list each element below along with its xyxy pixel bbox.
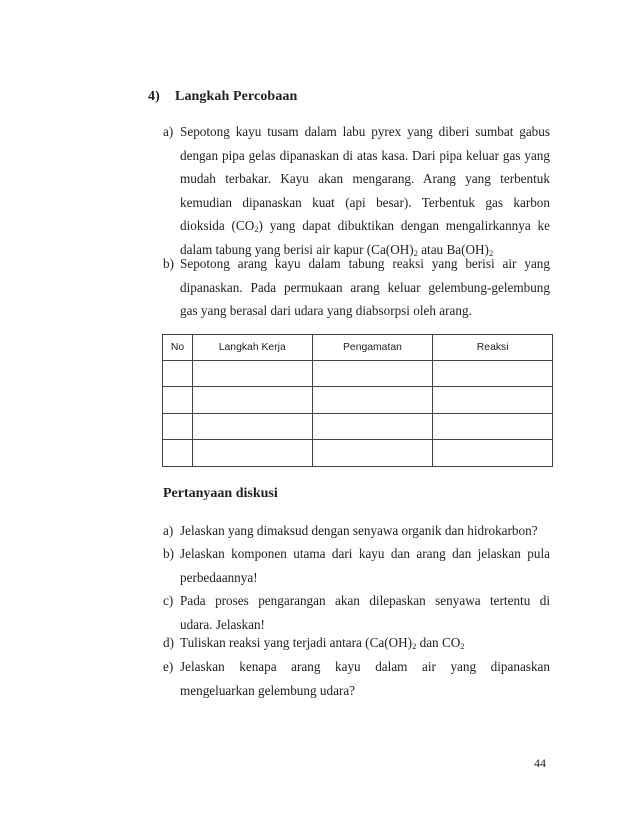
table-cell bbox=[433, 413, 553, 439]
table-cell bbox=[433, 387, 553, 413]
question-a bbox=[163, 519, 550, 543]
discussion-heading: Pertanyaan diskusi bbox=[163, 486, 278, 501]
table-row bbox=[163, 361, 553, 387]
question-label: a) bbox=[163, 523, 174, 538]
step-line-caoh2: dalam tabung yang berisi air kapur ($Ca(OH)_2$ atau $Ba(OH)_2$ bbox=[180, 241, 494, 258]
table-cell bbox=[163, 413, 193, 439]
table-row bbox=[163, 440, 553, 466]
question-e bbox=[163, 655, 550, 702]
step-label: a) bbox=[163, 124, 174, 139]
table-cell bbox=[163, 387, 193, 413]
section-number: 4) bbox=[148, 89, 160, 104]
step-line: dipanaskan. Pada permukaan arang keluar gelembung-gelembung bbox=[180, 279, 550, 295]
step-line: gas yang berasal dari udara yang diabsorpsi oleh arang. bbox=[180, 303, 472, 319]
question-label: c) bbox=[163, 593, 174, 608]
table-cell bbox=[192, 440, 312, 466]
table-cell bbox=[192, 361, 312, 387]
col-header-pengamatan: Pengamatan bbox=[312, 335, 433, 361]
table-cell bbox=[312, 440, 433, 466]
question-b bbox=[163, 542, 550, 589]
step-a bbox=[163, 120, 550, 262]
question-label: e) bbox=[163, 659, 174, 674]
section-heading bbox=[148, 89, 297, 105]
step-label: b) bbox=[163, 256, 174, 271]
page-number: 44 bbox=[534, 756, 546, 770]
table-cell bbox=[433, 440, 553, 466]
table-cell bbox=[433, 361, 553, 387]
observation-table bbox=[162, 334, 553, 467]
step-b bbox=[163, 252, 550, 323]
question-line: Jelaskan yang dimaksud dengan senyawa organik dan hidrokarbon? bbox=[180, 523, 538, 538]
question-line: Jelaskan komponen utama dari kayu dan arang dan jelaskan pula bbox=[180, 546, 550, 561]
table-row bbox=[163, 413, 553, 439]
question-line: Tuliskan reaksi yang terjadi antara ($Ca(OH)_2$ dan $CO_2$ bbox=[180, 635, 465, 651]
table-row bbox=[163, 387, 553, 413]
step-line: mudah terbakar. Kayu akan mengarang. Arang yang terbentuk bbox=[180, 171, 550, 187]
step-line-co2: dioksida $(CO_2)$ yang dapat dibuktikan dengan mengalirkannya ke bbox=[180, 218, 550, 235]
table-cell bbox=[163, 440, 193, 466]
col-header-reaksi: Reaksi bbox=[433, 335, 553, 361]
table-cell bbox=[192, 413, 312, 439]
question-label: b) bbox=[163, 546, 174, 561]
col-header-langkah-kerja: Langkah Kerja bbox=[192, 335, 312, 361]
table-cell bbox=[192, 387, 312, 413]
step-line: dengan pipa gelas dipanaskan di atas kasa. Dari pipa keluar gas yang bbox=[180, 147, 550, 163]
question-label: d) bbox=[163, 635, 174, 650]
table-cell bbox=[312, 387, 433, 413]
question-c bbox=[163, 589, 550, 636]
question-line: Jelaskan kenapa arang kayu dalam air yang dipanaskan bbox=[180, 659, 550, 674]
question-line: mengeluarkan gelembung udara? bbox=[180, 682, 356, 698]
question-line: perbedaannya! bbox=[180, 569, 258, 585]
step-line: Sepotong kayu tusam dalam labu pyrex yang diberi sumbat gabus bbox=[180, 124, 550, 139]
step-line: kemudian dipanaskan kuat (api besar). Terbentuk gas karbon bbox=[180, 194, 550, 210]
table-cell bbox=[163, 361, 193, 387]
col-header-no: No bbox=[163, 335, 193, 361]
section-title: Langkah Percobaan bbox=[175, 89, 298, 104]
question-d bbox=[163, 631, 550, 655]
table-header-row bbox=[163, 335, 553, 361]
question-line: Pada proses pengarangan akan dilepaskan senyawa tertentu di bbox=[180, 593, 550, 608]
step-line: Sepotong arang kayu dalam tabung reaksi yang berisi air yang bbox=[180, 256, 550, 271]
question-line: udara. Jelaskan! bbox=[180, 616, 265, 632]
table-cell bbox=[312, 361, 433, 387]
table-cell bbox=[312, 413, 433, 439]
